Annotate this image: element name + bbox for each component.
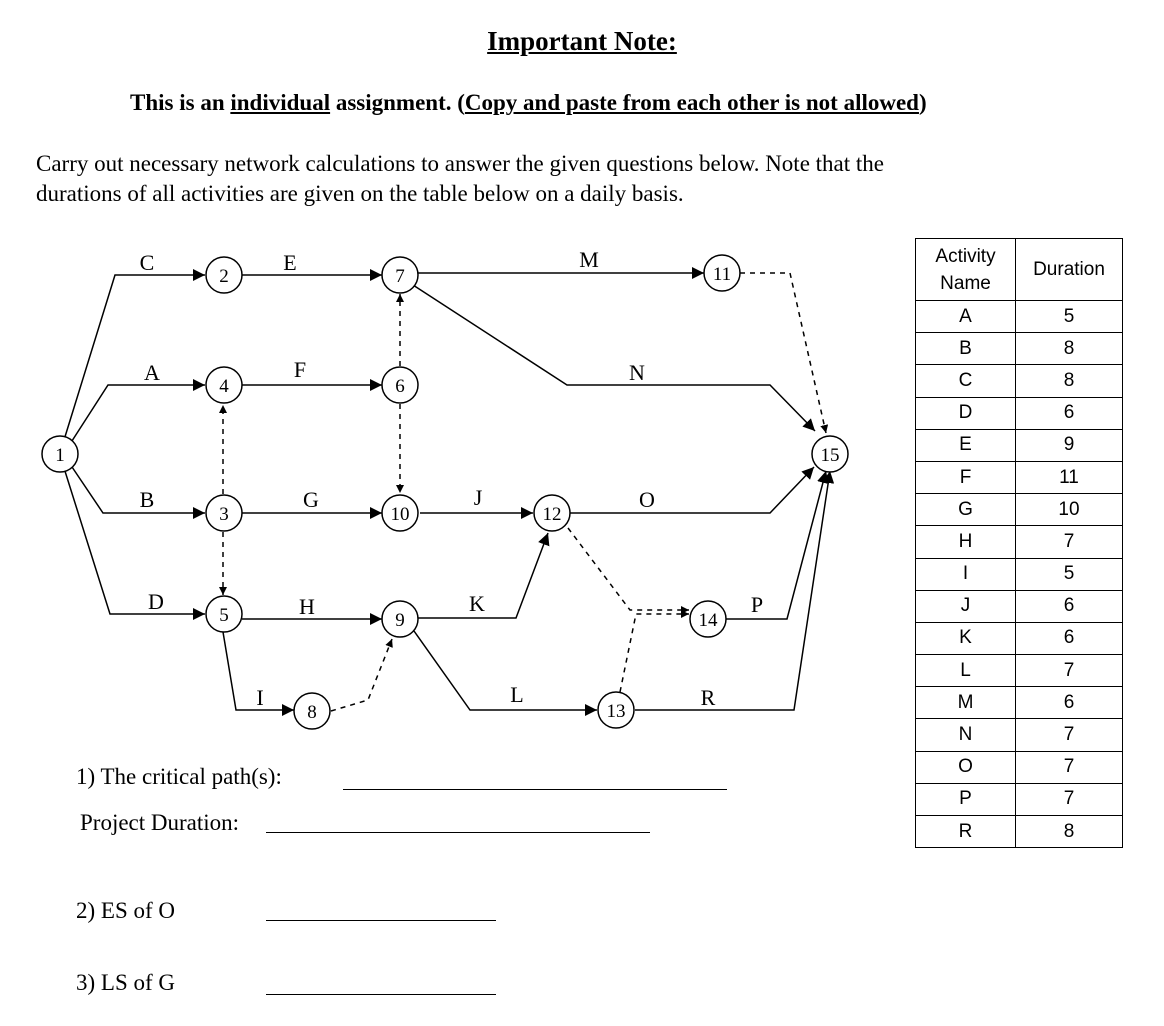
activity-name-cell: G — [916, 494, 1016, 526]
activity-name-cell: J — [916, 590, 1016, 622]
node-label-11: 11 — [712, 264, 732, 285]
duration-cell: 6 — [1016, 590, 1123, 622]
table-row — [916, 687, 1123, 719]
duration-cell: 5 — [1016, 301, 1123, 333]
table-row — [916, 461, 1123, 493]
arrow-activity-r — [635, 471, 830, 710]
activity-name-cell: B — [916, 333, 1016, 365]
question-1-critical-path: 1) The critical path(s): — [76, 764, 282, 789]
table-row — [916, 558, 1123, 590]
dummy-12-to-14 — [568, 528, 689, 610]
duration-cell: 7 — [1016, 719, 1123, 751]
activity-label-d: D — [148, 589, 164, 614]
table-row — [916, 622, 1123, 654]
activity-name-cell: R — [916, 816, 1016, 848]
duration-cell: 6 — [1016, 687, 1123, 719]
table-row — [916, 494, 1123, 526]
arrow-activity-n — [413, 285, 815, 431]
node-label-5: 5 — [219, 605, 229, 626]
activity-label-o: O — [639, 487, 655, 512]
answer-line-critical-path[interactable] — [343, 789, 727, 790]
duration-cell: 8 — [1016, 816, 1123, 848]
node-label-9: 9 — [395, 610, 405, 631]
node-label-10: 10 — [390, 504, 410, 525]
assignment-note — [130, 90, 927, 116]
activity-label-c: C — [139, 250, 155, 275]
activity-label-n: N — [629, 360, 645, 385]
page-title: Important Note: — [487, 26, 677, 56]
node-label-8: 8 — [307, 702, 317, 723]
activity-label-e: E — [283, 250, 297, 275]
table-row — [916, 301, 1123, 333]
table-row — [916, 365, 1123, 397]
activity-name-cell: N — [916, 719, 1016, 751]
node-label-13: 13 — [606, 701, 626, 722]
activity-name-cell: E — [916, 429, 1016, 461]
activity-duration-table — [915, 238, 1123, 848]
duration-header: Duration — [1016, 239, 1123, 301]
node-label-2: 2 — [219, 266, 229, 287]
instructions — [36, 149, 884, 209]
arrow-activity-c — [64, 275, 205, 440]
duration-cell: 6 — [1016, 622, 1123, 654]
node-label-4: 4 — [219, 376, 229, 397]
node-label-3: 3 — [219, 504, 229, 525]
arrow-activity-a — [70, 385, 205, 444]
answer-line-ls-of-g[interactable] — [266, 994, 496, 995]
arrow-activity-b — [70, 464, 205, 513]
duration-cell: 10 — [1016, 494, 1123, 526]
note-middle: assignment. ( — [330, 90, 465, 115]
dummy-13-to-14 — [620, 614, 689, 692]
dummy-8-to-9 — [331, 639, 392, 711]
activity-network-diagram — [0, 230, 905, 730]
answer-line-project-duration[interactable] — [266, 832, 650, 833]
activity-label-a: A — [144, 360, 160, 385]
instructions-line-1: Carry out necessary network calculations to answer the given questions below. Note that the — [36, 151, 884, 176]
question-2-es-of-o: 2) ES of O — [76, 898, 176, 923]
activity-label-l: L — [510, 682, 524, 707]
duration-cell: 7 — [1016, 655, 1123, 687]
node-label-15: 15 — [820, 445, 840, 466]
activity-header-line-1: Activity — [935, 245, 996, 267]
activity-label-r: R — [700, 685, 716, 710]
table-row — [916, 783, 1123, 815]
duration-cell: 6 — [1016, 397, 1123, 429]
activity-name-cell: F — [916, 461, 1016, 493]
activity-label-b: B — [139, 487, 155, 512]
activity-name-cell: L — [916, 655, 1016, 687]
table-row — [916, 397, 1123, 429]
activity-label-i: I — [256, 685, 264, 710]
table-row — [916, 816, 1123, 848]
question-3-ls-of-g: 3) LS of G — [76, 970, 176, 995]
activity-label-j: J — [473, 485, 483, 510]
duration-cell: 8 — [1016, 365, 1123, 397]
arrow-activity-o — [570, 467, 814, 513]
arrow-activity-l — [414, 631, 597, 710]
dummy-11-to-15 — [740, 273, 826, 433]
table-row — [916, 719, 1123, 751]
note-suffix: ) — [918, 90, 927, 115]
activity-label-p: P — [750, 592, 764, 617]
instructions-line-2: durations of all activities are given on the table below on a daily basis. — [36, 181, 684, 206]
duration-cell: 9 — [1016, 429, 1123, 461]
duration-cell: 7 — [1016, 751, 1123, 783]
activity-label-f: F — [293, 357, 307, 382]
node-label-14: 14 — [698, 610, 718, 631]
duration-cell: 7 — [1016, 783, 1123, 815]
table-row — [916, 429, 1123, 461]
activity-name-cell: C — [916, 365, 1016, 397]
duration-cell: 5 — [1016, 558, 1123, 590]
activity-name-cell: A — [916, 301, 1016, 333]
activity-name-cell: K — [916, 622, 1016, 654]
activity-label-g: G — [303, 487, 319, 512]
table-row — [916, 526, 1123, 558]
table-row — [916, 751, 1123, 783]
node-label-12: 12 — [542, 504, 562, 525]
activity-label-k: K — [469, 591, 485, 616]
activity-name-cell: O — [916, 751, 1016, 783]
node-label-6: 6 — [395, 376, 405, 397]
activity-name-cell: I — [916, 558, 1016, 590]
note-prefix: This is an — [130, 90, 231, 115]
duration-cell: 7 — [1016, 526, 1123, 558]
activity-name-cell: M — [916, 687, 1016, 719]
note-individual: individual — [230, 90, 331, 115]
table-row — [916, 590, 1123, 622]
activity-label-m: M — [579, 247, 599, 272]
activity-name-cell: H — [916, 526, 1016, 558]
activity-name-cell: D — [916, 397, 1016, 429]
activity-header-line-2: Name — [940, 272, 991, 294]
activity-name-header — [916, 239, 1016, 301]
node-label-7: 7 — [395, 266, 405, 287]
project-duration-label: Project Duration: — [80, 810, 240, 835]
node-label-1: 1 — [55, 445, 65, 466]
activity-label-h: H — [299, 594, 315, 619]
duration-cell: 11 — [1016, 461, 1123, 493]
table-row — [916, 333, 1123, 365]
table-header-row — [916, 239, 1123, 301]
table-row — [916, 655, 1123, 687]
arrow-activity-d — [64, 468, 205, 614]
activity-name-cell: P — [916, 783, 1016, 815]
duration-cell: 8 — [1016, 333, 1123, 365]
answer-line-es-of-o[interactable] — [266, 920, 496, 921]
note-copy-warning: Copy and paste from each other is not allowed — [464, 90, 919, 115]
